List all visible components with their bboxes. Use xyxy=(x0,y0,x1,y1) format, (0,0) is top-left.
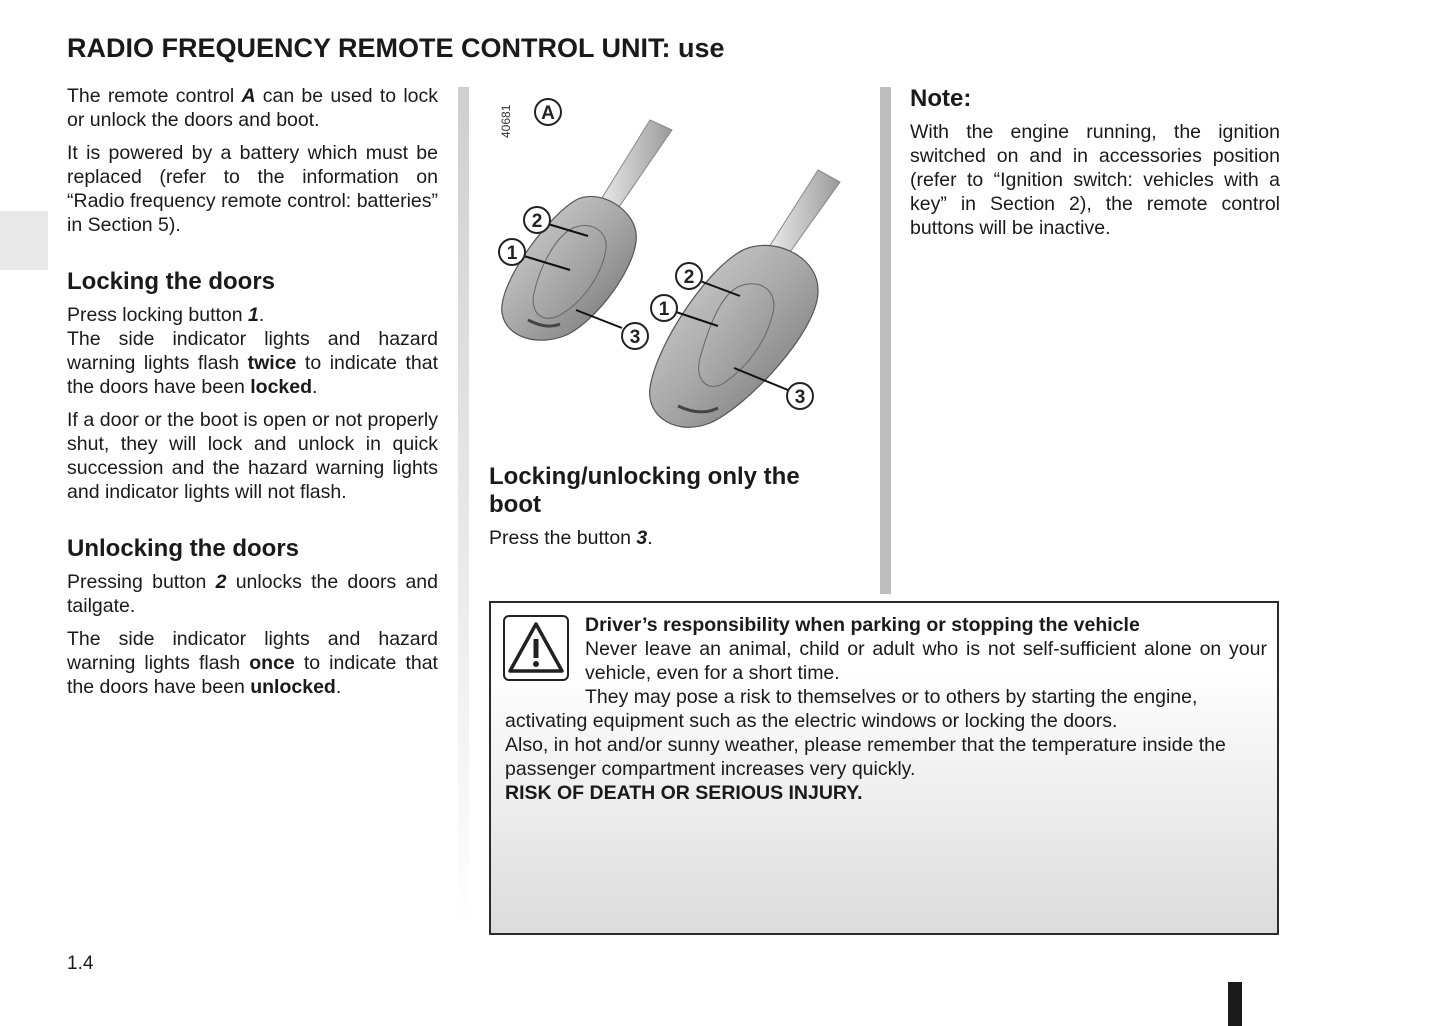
intro-paragraph: The remote control A can be used to lock or unlock the doors and boot. xyxy=(67,85,438,131)
left-column xyxy=(67,84,438,708)
middle-column xyxy=(489,463,849,559)
locking-heading: Locking the doors xyxy=(67,268,276,295)
warning-paragraph-1: Never leave an animal, child or adult who is not self-sufficient alone on your vehicle, even for a short time. xyxy=(585,638,1267,684)
callout-2-right: 2 xyxy=(683,267,695,288)
page-title: RADIO FREQUENCY REMOTE CONTROL UNIT: use xyxy=(67,33,725,63)
boot-heading: Locking/unlocking only the boot xyxy=(489,463,800,518)
right-divider xyxy=(880,87,891,594)
figure-label-a: A xyxy=(541,103,555,124)
note-column xyxy=(910,84,1280,249)
battery-paragraph: It is powered by a battery which must be replaced (refer to the information on “Radio frequency remote control: batteries” in Section 5). xyxy=(67,142,438,236)
warning-paragraph-2: They may pose a risk to themselves or to others by starting the engine, activating equipment such as the electric windows or locking the doors. xyxy=(505,686,1198,732)
callout-3-right: 3 xyxy=(794,387,806,408)
note-text: With the engine running, the ignition switched on and in accessories position (refer to “Ignition switch: vehicles with a key” in Section 2), the remote control buttons will be inactive. xyxy=(910,121,1280,239)
left-divider xyxy=(458,87,469,930)
locking-note-paragraph: If a door or the boot is open or not properly shut, they will lock and unlock in quick succession and the hazard warning lights and indicator lights will not flash. xyxy=(67,409,438,503)
remote-keys-illustration xyxy=(488,88,858,458)
warning-title: Driver’s responsibility when parking or stopping the vehicle xyxy=(585,614,1140,636)
boot-paragraph: Press the button 3. xyxy=(489,527,653,549)
warning-text xyxy=(505,613,1267,805)
page-number: 1.4 xyxy=(67,953,94,974)
warning-paragraph-4: RISK OF DEATH OR SERIOUS INJURY. xyxy=(505,782,863,804)
note-heading: Note: xyxy=(910,85,972,112)
warning-paragraph-3: Also, in hot and/or sunny weather, please remember that the temperature inside the passenger compartment increases very quickly. xyxy=(505,734,1226,780)
callout-1-left: 1 xyxy=(506,243,518,264)
page-edge-marker xyxy=(1228,982,1242,1026)
warning-box xyxy=(489,601,1279,935)
locking-paragraph: Press locking button 1. The side indicator lights and hazard warning lights flash twice to indicate that the doors have been locked. xyxy=(67,304,438,398)
callout-1-right: 1 xyxy=(658,299,670,320)
figure-ref-code: 40681 xyxy=(499,104,513,138)
unlocking-paragraph: Pressing button 2 unlocks the doors and tailgate. xyxy=(67,571,438,617)
unlocking-heading: Unlocking the doors xyxy=(67,535,300,562)
callout-2-left: 2 xyxy=(531,211,543,232)
section-tab xyxy=(0,211,48,270)
callout-3-left: 3 xyxy=(629,327,641,348)
unlocking-flash-paragraph: The side indicator lights and hazard warning lights flash once to indicate that the doors have been unlocked. xyxy=(67,628,438,698)
